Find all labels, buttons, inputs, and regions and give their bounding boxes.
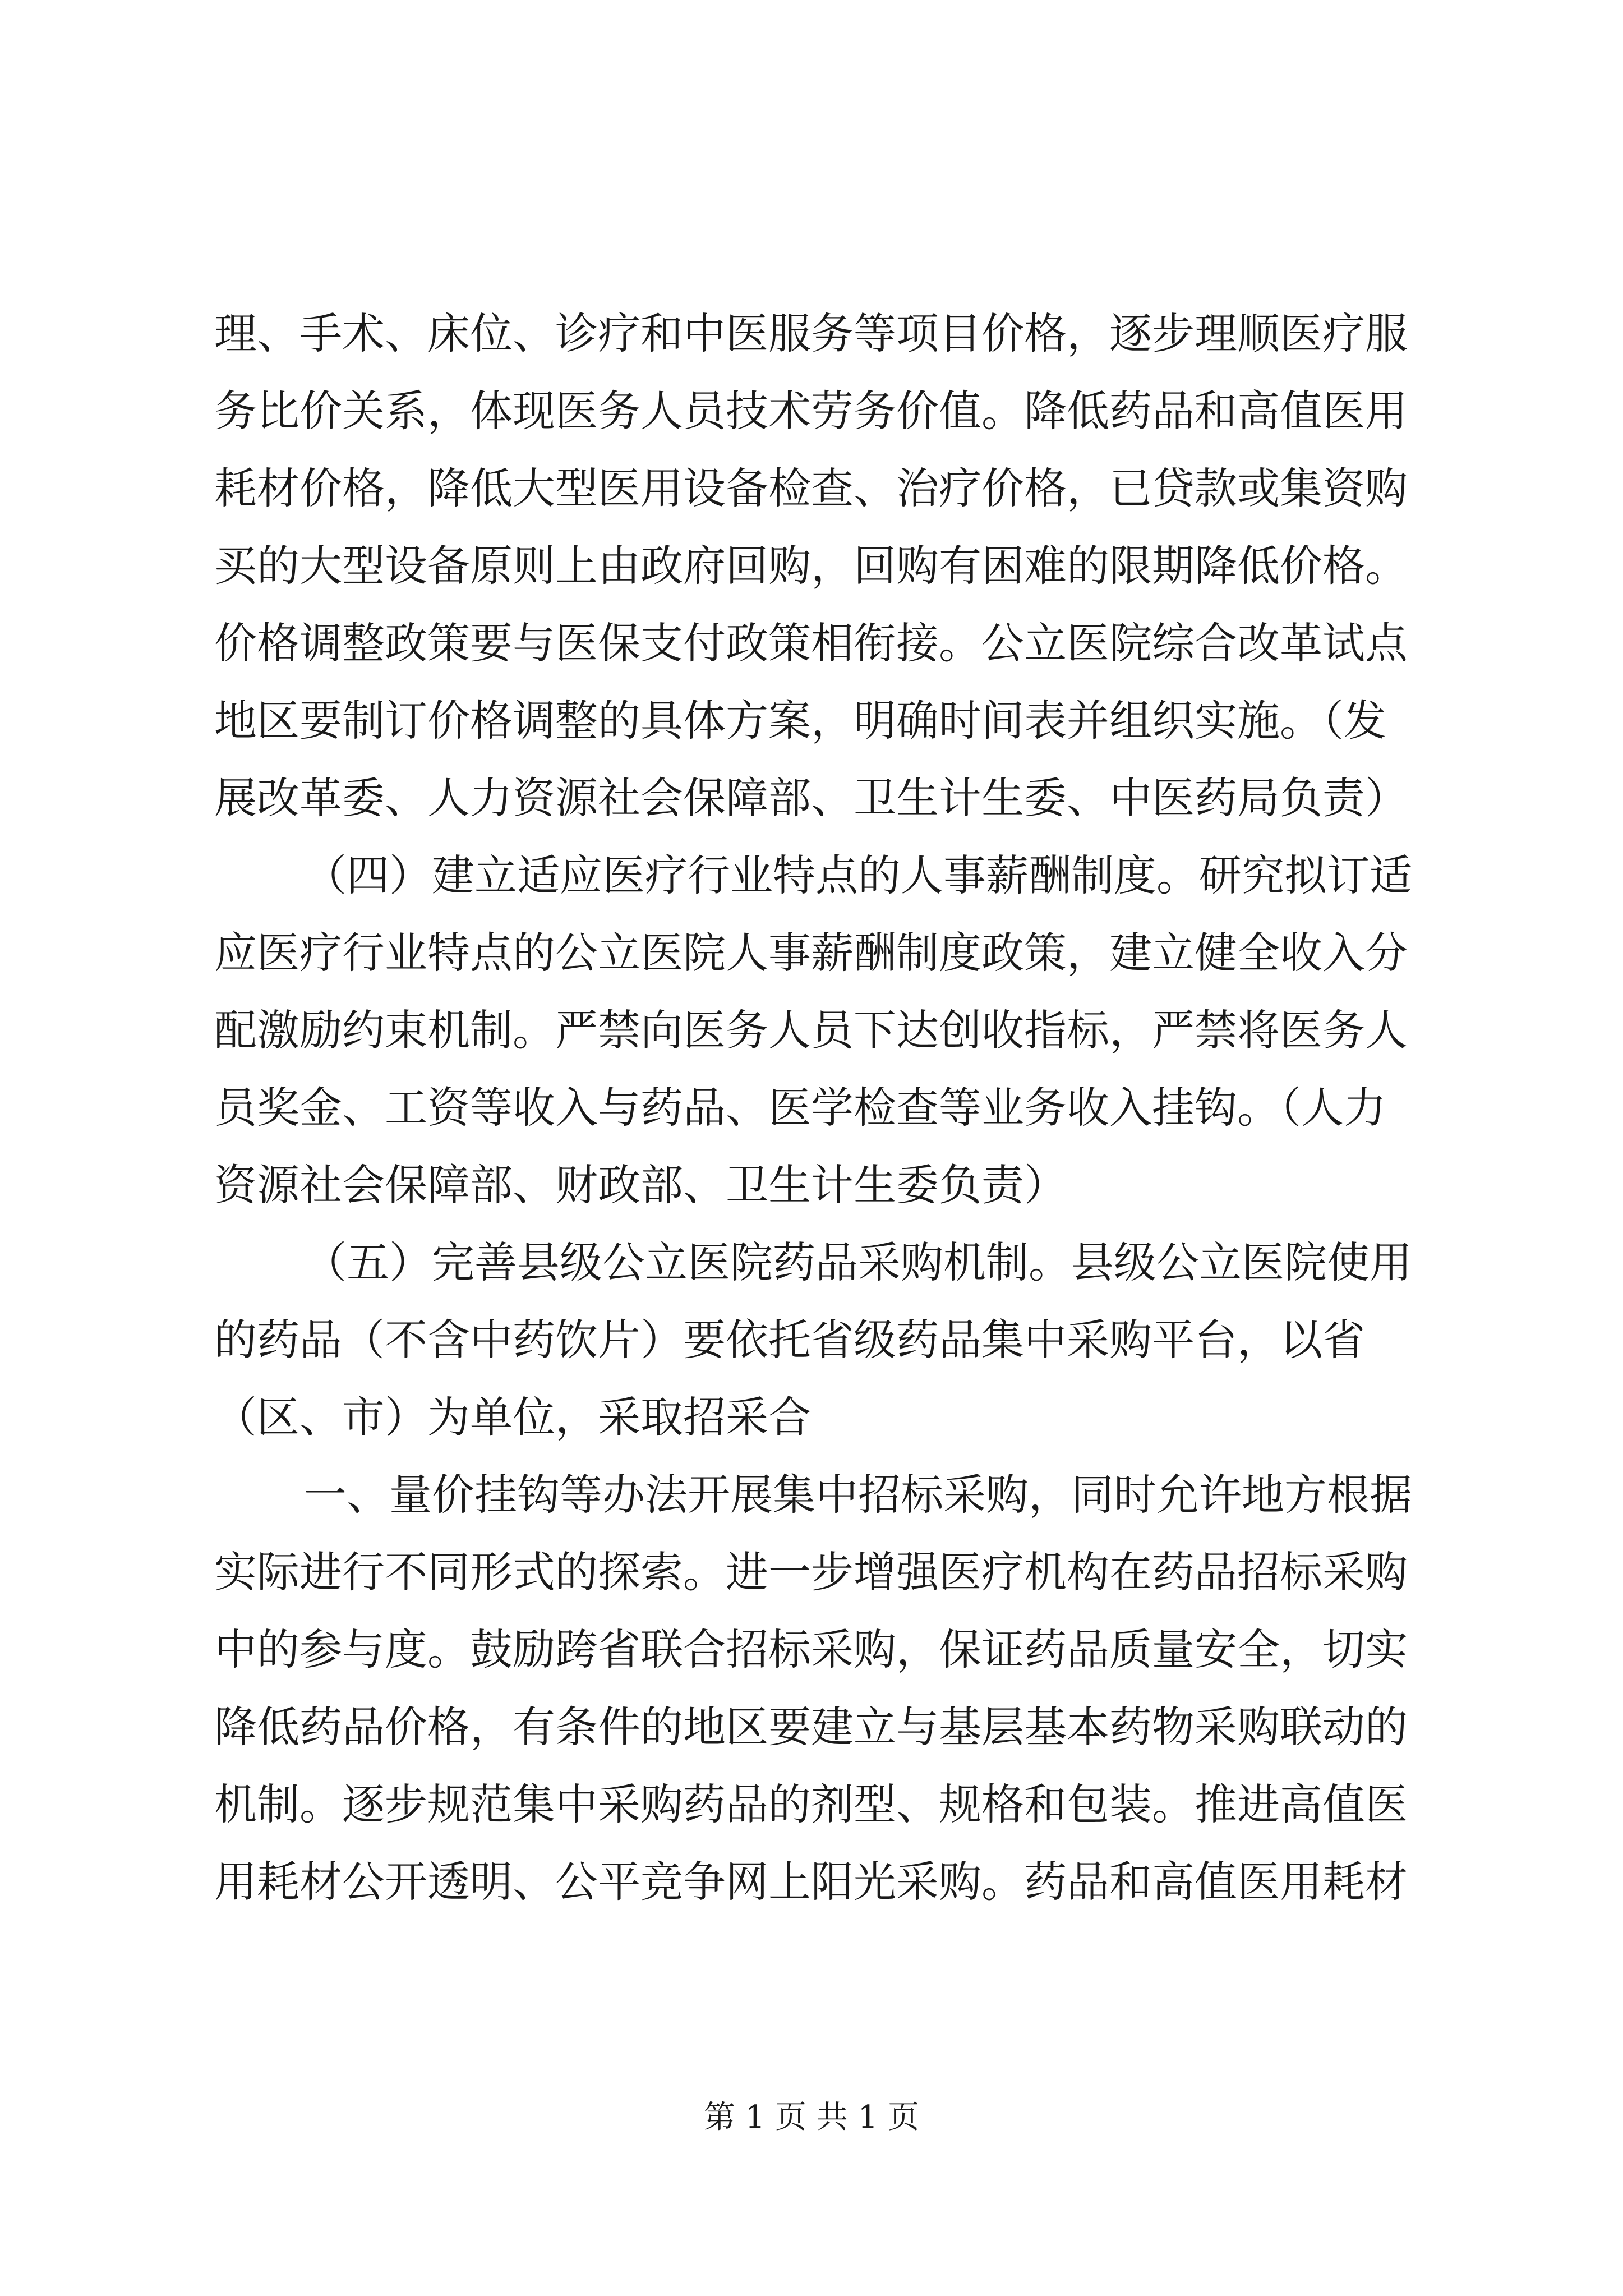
text-line: 降低药品价格，有条件的地区要建立与基层基本药物采购联动的 xyxy=(214,1702,1408,1752)
text-line: 务比价关系，体现医务人员技术劳务价值。降低药品和高值医用 xyxy=(214,386,1408,436)
text-line: 耗材价格，降低大型医用设备检查、治疗价格，已贷款或集资购 xyxy=(214,463,1408,513)
paragraph-start-line: （五）完善县级公立医院药品采购机制。县级公立医院使用 xyxy=(304,1237,1412,1287)
page-number-footer: 第 1 页 共 1 页 xyxy=(703,2099,920,2136)
text-line: 买的大型设备原则上由政府回购，回购有困难的限期降低价格。 xyxy=(214,541,1408,591)
text-line: 的药品（不含中药饮片）要依托省级药品集中采购平台，以省 xyxy=(214,1315,1365,1365)
text-line: 员奖金、工资等收入与药品、医学检查等业务收入挂钩。（人力 xyxy=(214,1083,1386,1133)
paragraph-start-line: （四）建立适应医疗行业特点的人事薪酬制度。研究拟订适 xyxy=(304,850,1412,900)
text-line: 价格调整政策要与医保支付政策相衔接。公立医院综合改革试点 xyxy=(214,618,1408,668)
text-line: 展改革委、人力资源社会保障部、卫生计生委、中医药局负责） xyxy=(214,773,1408,823)
text-line: 配激励约束机制。严禁向医务人员下达创收指标，严禁将医务人 xyxy=(214,1005,1408,1055)
text-line: 中的参与度。鼓励跨省联合招标采购，保证药品质量安全，切实 xyxy=(214,1625,1408,1674)
paragraph-start-line: 一、量价挂钩等办法开展集中招标采购，同时允许地方根据 xyxy=(304,1470,1412,1520)
text-line: 实际进行不同形式的探索。进一步增强医疗机构在药品招标采购 xyxy=(214,1547,1408,1597)
text-line: 资源社会保障部、财政部、卫生计生委负责） xyxy=(214,1160,1067,1210)
text-line: 理、手术、床位、诊疗和中医服务等项目价格，逐步理顺医疗服 xyxy=(214,309,1408,358)
text-line: 机制。逐步规范集中采购药品的剂型、规格和包装。推进高值医 xyxy=(214,1779,1408,1829)
text-line: （区、市）为单位，采取招采合 xyxy=(214,1392,811,1442)
text-line: 应医疗行业特点的公立医院人事薪酬制度政策，建立健全收入分 xyxy=(214,928,1408,978)
text-line: 地区要制订价格调整的具体方案，明确时间表并组织实施。（发 xyxy=(214,696,1386,746)
text-line: 用耗材公开透明、公平竞争网上阳光采购。药品和高值医用耗材 xyxy=(214,1857,1408,1907)
